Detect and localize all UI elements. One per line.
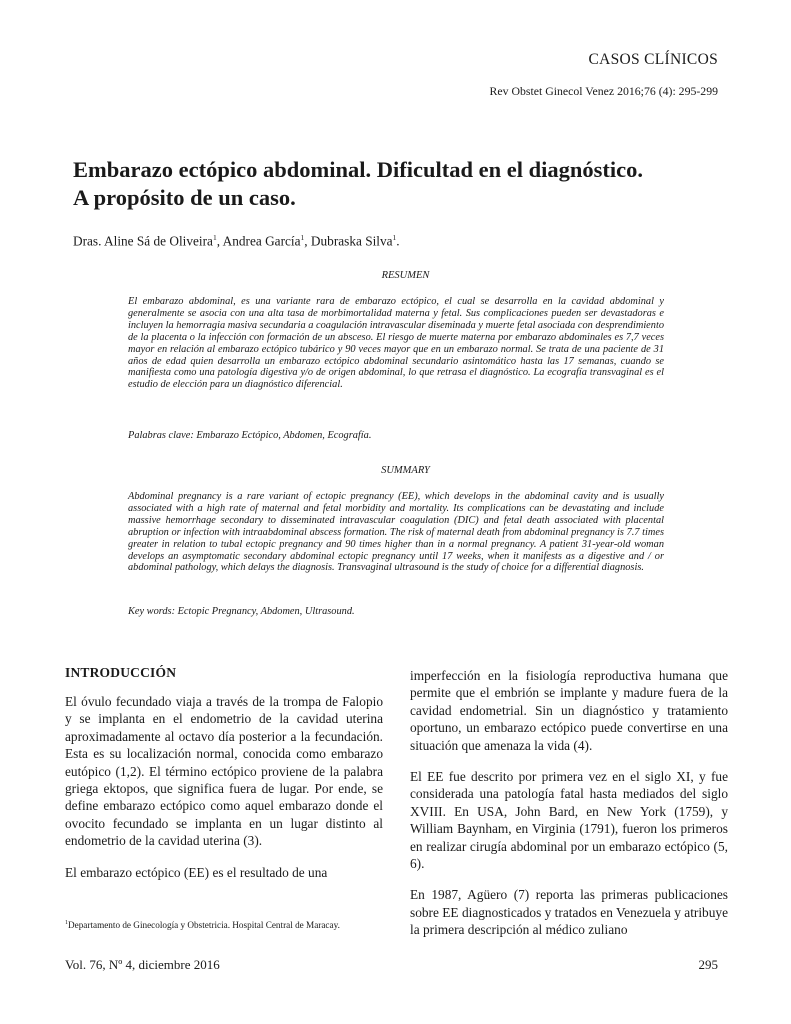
- article-title: [73, 156, 733, 212]
- article-title-line1: Embarazo ectópico abdominal. Dificultad en el diagnóstico.: [73, 157, 643, 182]
- intro-paragraph-2: El embarazo ectópico (EE) es el resultado de una: [65, 864, 328, 880]
- summary-text: Abdominal pregnancy is a rare variant of ectopic pregnancy (EE), which develops in the abdominal cavity and is usually associated with a high rate of maternal and fetal morbidity and mortality. Its complications can be devastating and include massive hemorrhage secondary to disseminated intravascular coagulation (DIC) and fetal death associated with placental abruption or infection with intraabdominal abscess formation. The risk of maternal death from abdominal pregnancy is 7.7 times greater in relation to tubal ectopic pregnancy and 90 times higher than in a normal pregnancy. A patient 31-year-old woman develops an asymptomatic secondary abdominal ectopic pregnancy until 17 weeks, when it manifests as a digestive and / or abdominal pathology, which delays the diagnosis. Transvaginal ultrasound is the study of choice for a differential diagnosis.: [128, 491, 664, 574]
- authors: [73, 233, 400, 249]
- summary-keywords: Key words: Ectopic Pregnancy, Abdomen, Ultrasound.: [128, 606, 355, 617]
- affiliation-footnote: [65, 920, 340, 930]
- footer-issue: Vol. 76, Nº 4, diciembre 2016: [65, 957, 220, 972]
- resumen-text: El embarazo abdominal, es una variante rara de embarazo ectópico, el cual se desarrolla en la cavidad abdominal y generalmente se asocia con una alta tasa de morbimortalidad materna y fetal. Sus complicaciones pueden ser devastadoras e incluyen la hemorragia masiva secundaria a coagulación intravascular diseminada y muerte fetal asociada con desprendimiento de la placenta o la infección con formación de un absceso. El riesgo de muerte materna por embarazo abdominales es 7,7 veces mayor en relación al embarazo ectópico tubárico y 90 veces mayor que en un embarazo normal. Se trata de una paciente de 31 años de edad quien desarrolla un embarazo ectópico abdominal secundario asintomático hasta las 17 semanas, cuando se manifiesta como una patología digestiva y/o de origen abdominal, lo que retrasa el diagnóstico. La ecografía transvaginal es el estudio de elección para un diagnóstico diferencial.: [128, 296, 664, 391]
- intro-paragraph-1: El óvulo fecundado viaja a través de la trompa de Falopio y se implanta en el endometrio de la cavidad uterina aproximadamente al octavo día posterior a la fecundación. Esta es su localización normal, conocida como embarazo eutópico (1,2). El término ectópico proviene de la palabra griega ektopos, que significa fuera de lugar. Por ende, se define embarazo ectópico como aquel embarazo donde el ovocito fecundado se implanta en un lugar distinto al endometrio de la cavidad uterina (3).: [65, 694, 383, 849]
- summary-heading: SUMMARY: [381, 465, 430, 476]
- intro-paragraph-4: El EE fue descrito por primera vez en el siglo XI, y fue considerada una patología fatal hasta mediados del siglo XVIII. En USA, John Bard, en New York (1759), y William Baynham, en Virginia (1791), fueron los primeros en realizar cirugía abdominal por un embarazo ectópico (5, 6).: [410, 769, 728, 872]
- right-column: [410, 667, 728, 953]
- intro-paragraph-5: En 1987, Agüero (7) reporta las primeras publicaciones sobre EE diagnosticados y tratados en Venezuela y atribuye la primera descripción al médico zuliano: [410, 887, 728, 938]
- authors-suffix: .: [396, 233, 400, 249]
- section-label: CASOS CLÍNICOS: [588, 51, 718, 68]
- left-column: [65, 693, 383, 895]
- footnote-marker: 1: [65, 920, 68, 926]
- article-title-line2: A propósito de un caso.: [73, 185, 296, 210]
- author-1-affiliation: 1: [212, 233, 217, 242]
- author-2-affiliation: 1: [300, 233, 305, 242]
- resumen-heading: RESUMEN: [381, 270, 430, 281]
- intro-heading: INTRODUCCIÓN: [65, 665, 177, 680]
- author-3-affiliation: 1: [392, 233, 397, 242]
- intro-paragraph-3: imperfección en la fisiología reproductiva humana que permite que el embrión se implante y madure fuera de la cavidad endometrial. Sin un diagnóstico y tratamiento oportuno, un embarazo ectópico puede convertirse en una situación que amenaza la vida (4).: [410, 668, 728, 753]
- author-3: , Dubraska Silva: [304, 233, 393, 249]
- author-2: , Andrea García: [216, 233, 301, 249]
- footnote-text: Departamento de Ginecología y Obstetricia. Hospital Central de Maracay.: [68, 920, 340, 931]
- page-number: 295: [698, 957, 718, 972]
- journal-citation: Rev Obstet Ginecol Venez 2016;76 (4): 295-299: [489, 84, 718, 98]
- resumen-keywords: Palabras clave: Embarazo Ectópico, Abdomen, Ecografía.: [128, 430, 372, 441]
- author-1: Dras. Aline Sá de Oliveira: [73, 233, 213, 249]
